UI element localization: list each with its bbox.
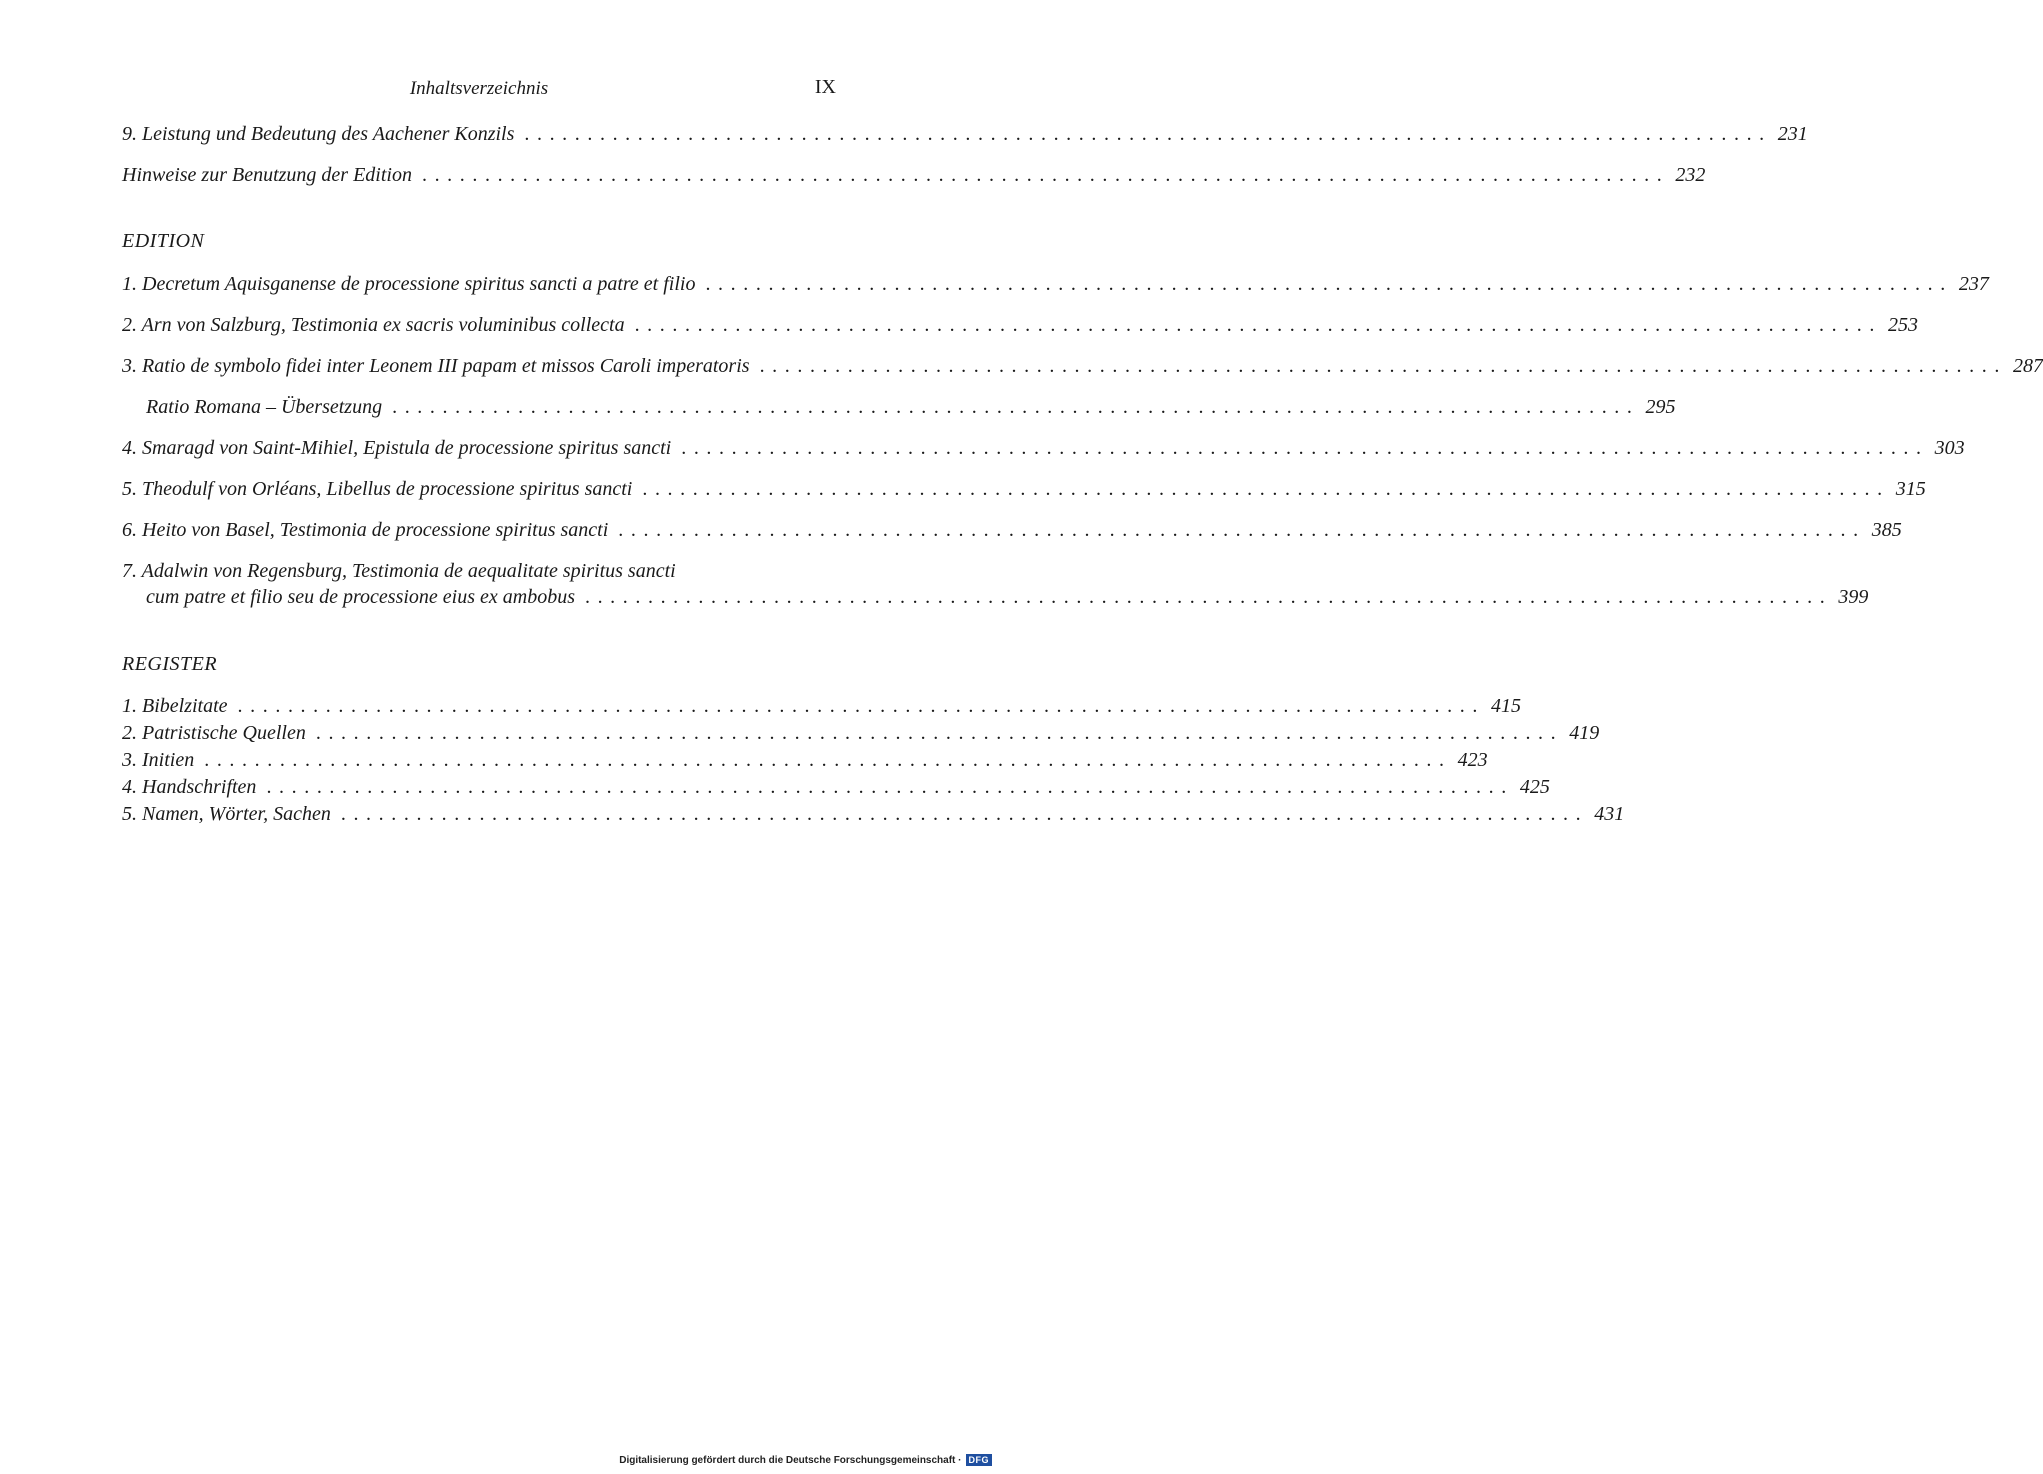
toc-entry [122, 801, 1625, 827]
toc-entry-title: 5. Namen, Wörter, Sachen [122, 803, 331, 825]
toc-entry [122, 435, 1965, 461]
toc-entry-page: 303 [1934, 437, 1965, 459]
toc-entry [122, 353, 2043, 379]
toc-entry-title-line1: 7. Adalwin von Regensburg, Testimonia de aequalitate spiritus sancti [122, 560, 676, 582]
toc-entry-page: 231 [1777, 123, 1808, 145]
dot-leader: ................................................................................................... [705, 273, 1953, 295]
toc-entry-title: 9. Leistung und Bedeutung des Aachener Konzils [122, 123, 515, 145]
toc-entry-title: 3. Ratio de symbolo fidei inter Leonem III papam et missos Caroli imperatoris [122, 355, 750, 377]
dot-leader: ................................................................................................... [618, 519, 1866, 541]
toc-entry-page: 431 [1594, 803, 1625, 825]
toc-entry-title: 1. Bibelzitate [122, 695, 228, 717]
dot-leader: ................................................................................................... [392, 396, 1640, 418]
toc-entry-page: 385 [1871, 519, 1902, 541]
toc-entry-page: 295 [1645, 396, 1676, 418]
toc-entry-title: 3. Initien [122, 749, 195, 771]
dot-leader: ................................................................................................... [237, 695, 1485, 717]
dot-leader: ................................................................................................... [681, 437, 1929, 459]
toc-entry-title: 1. Decretum Aquisganense de processione spiritus sancti a patre et filio [122, 273, 696, 295]
toc-entry-title: 5. Theodulf von Orléans, Libellus de processione spiritus sancti [122, 478, 633, 500]
running-head [122, 76, 836, 102]
toc-entry-page: 423 [1457, 749, 1488, 771]
toc-entry-page: 232 [1675, 164, 1706, 186]
section-heading-edition: EDITION [122, 230, 205, 252]
toc-entry-title: Ratio Romana – Übersetzung [146, 396, 383, 418]
toc-entry [122, 312, 1918, 338]
toc-entry [122, 774, 1550, 800]
digitization-footer [619, 1454, 992, 1466]
toc-entry [122, 121, 1808, 147]
dot-leader: ................................................................................................... [524, 123, 1772, 145]
dot-leader: ................................................................................................... [204, 749, 1452, 771]
toc-entry-title: 4. Smaragd von Saint-Mihiel, Epistula de processione spiritus sancti [122, 437, 672, 459]
toc-entry [122, 271, 1989, 297]
toc-entry-title: Hinweise zur Benutzung der Edition [122, 164, 412, 186]
toc-entry [122, 693, 1521, 719]
toc-entry [122, 517, 1902, 543]
toc-entry-title: 4. Handschriften [122, 776, 257, 798]
running-title: Inhaltsverzeichnis [409, 78, 549, 99]
toc-entry-title: 2. Arn von Salzburg, Testimonia ex sacris voluminibus collecta [122, 314, 625, 336]
footer-text: Digitalisierung gefördert durch die Deutsche Forschungsgemeinschaft · [619, 1454, 962, 1466]
toc-entry-page: 399 [1838, 586, 1869, 608]
toc-entry [122, 720, 1600, 746]
toc-entry-page: 315 [1895, 478, 1926, 500]
page-number: IX [814, 76, 836, 98]
dot-leader: ................................................................................................... [634, 314, 1882, 336]
toc-entry-page: 415 [1490, 695, 1521, 717]
toc-entry-line2 [122, 584, 1869, 610]
toc-entry-page: 425 [1519, 776, 1550, 798]
toc-entry [122, 476, 1926, 502]
dot-leader: ................................................................................................... [642, 478, 1890, 500]
dot-leader: ................................................................................................... [315, 722, 1564, 744]
toc-entry-title-line2: cum patre et filio seu de processione eius ex ambobus [146, 586, 575, 608]
toc-entry [146, 394, 1676, 420]
toc-entry-page: 287 [2012, 355, 2043, 377]
toc-entry-title: 6. Heito von Basel, Testimonia de processione spiritus sancti [122, 519, 609, 541]
toc-entry-title: 2. Patristische Quellen [122, 722, 306, 744]
toc-entry-multiline [122, 558, 1869, 610]
dot-leader: ................................................................................................... [340, 803, 1589, 825]
section-heading-register: REGISTER [122, 653, 218, 675]
toc-entry-page: 253 [1887, 314, 1918, 336]
dot-leader: ................................................................................................... [266, 776, 1514, 798]
dot-leader: ................................................................................................... [759, 355, 2007, 377]
dfg-logo: DFG [966, 1454, 993, 1466]
toc-entry-page: 419 [1569, 722, 1600, 744]
toc-entry [122, 747, 1488, 773]
toc-entry-page: 237 [1958, 273, 1989, 295]
toc-entry [122, 162, 1706, 188]
dot-leader: ................................................................................................... [421, 164, 1670, 186]
dot-leader: ................................................................................................... [584, 586, 1833, 608]
